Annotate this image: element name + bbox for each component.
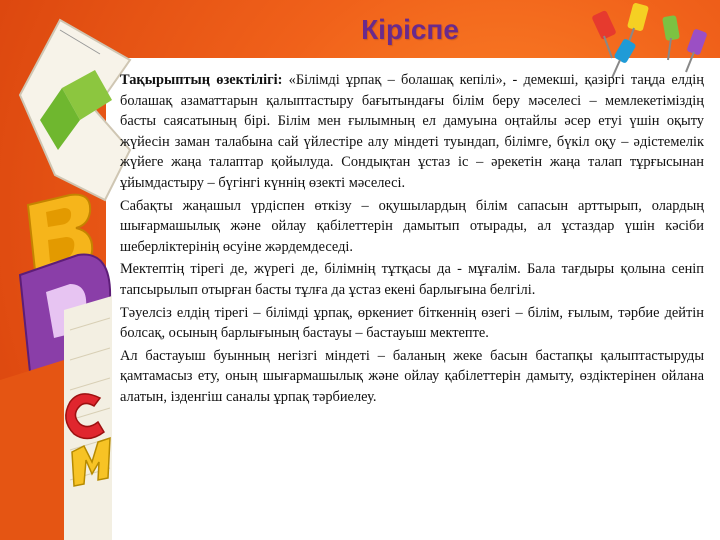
slide-title: Кіріспе xyxy=(361,14,459,45)
paragraph-2: Сабақты жаңашыл үрдіспен өткізу – оқушылардың білім сапасын арттырып, олардың шығармашылық және ойлау қабілеттерін дамытып отырады, ал ұстаздар үшін кәсіби шеберліктерінің өсуіне жәрдемдеседі. xyxy=(120,197,704,255)
lead-label: Тақырыптың өзектілігі: xyxy=(120,72,283,88)
paragraph-4: Тәуелсіз елдің тірегі – білімді ұрпақ, өркениет біткеннің өзегі – білім, ғылым, тәрбие дейтін болсақ, осының барлығының бастауы – бастауыш мектепте. xyxy=(120,304,704,342)
pins-icon xyxy=(591,2,707,78)
paragraph-3: Мектептің тірегі де, жүрегі де, білімнің тұтқасы да - мұғалім. Бала тағдыры қолына сеніп тапсырылып отырған басты тұлға да ұстаз екені барлығына белгілі. xyxy=(120,261,704,298)
body-text xyxy=(120,70,704,410)
ruler-icon xyxy=(20,20,130,200)
paragraph-1-text: «Білімді ұрпақ – болашақ кепілі», - демекші, қазіргі таңда елдің болашақ азаматтарын қалыптастыру бағытындағы білім беру мәселесі – мемлекетіміздің басты саясатының бірі. Білім мен ғылымның ел дамуына оңтайлы әсер етуі үшін оқыту жүйесін заман талабына сай үйлестіре алу міндеті туындап, білімге, бүкіл оқу – әдістемелік жүйеге жаңа талаптар қойылуда. Сондықтан ұстаз іс – әрекетін жаңа талап тұрғысынан ұйымдастыру – бүгінгі күннің өзекті мәселесі. xyxy=(120,72,704,191)
paragraph-1 xyxy=(120,70,704,194)
paragraph-5: Ал бастауыш буынның негізгі міндеті – баланың жеке басын бастапқы қалыптастыруды қамтамасыз ету, оның шығармашылық және ойлау қабілеттерін дамыту, өздіктерінен ойлана алатын, ізденгіш саналы ұрпақ тәрбиелеу. xyxy=(120,347,704,405)
